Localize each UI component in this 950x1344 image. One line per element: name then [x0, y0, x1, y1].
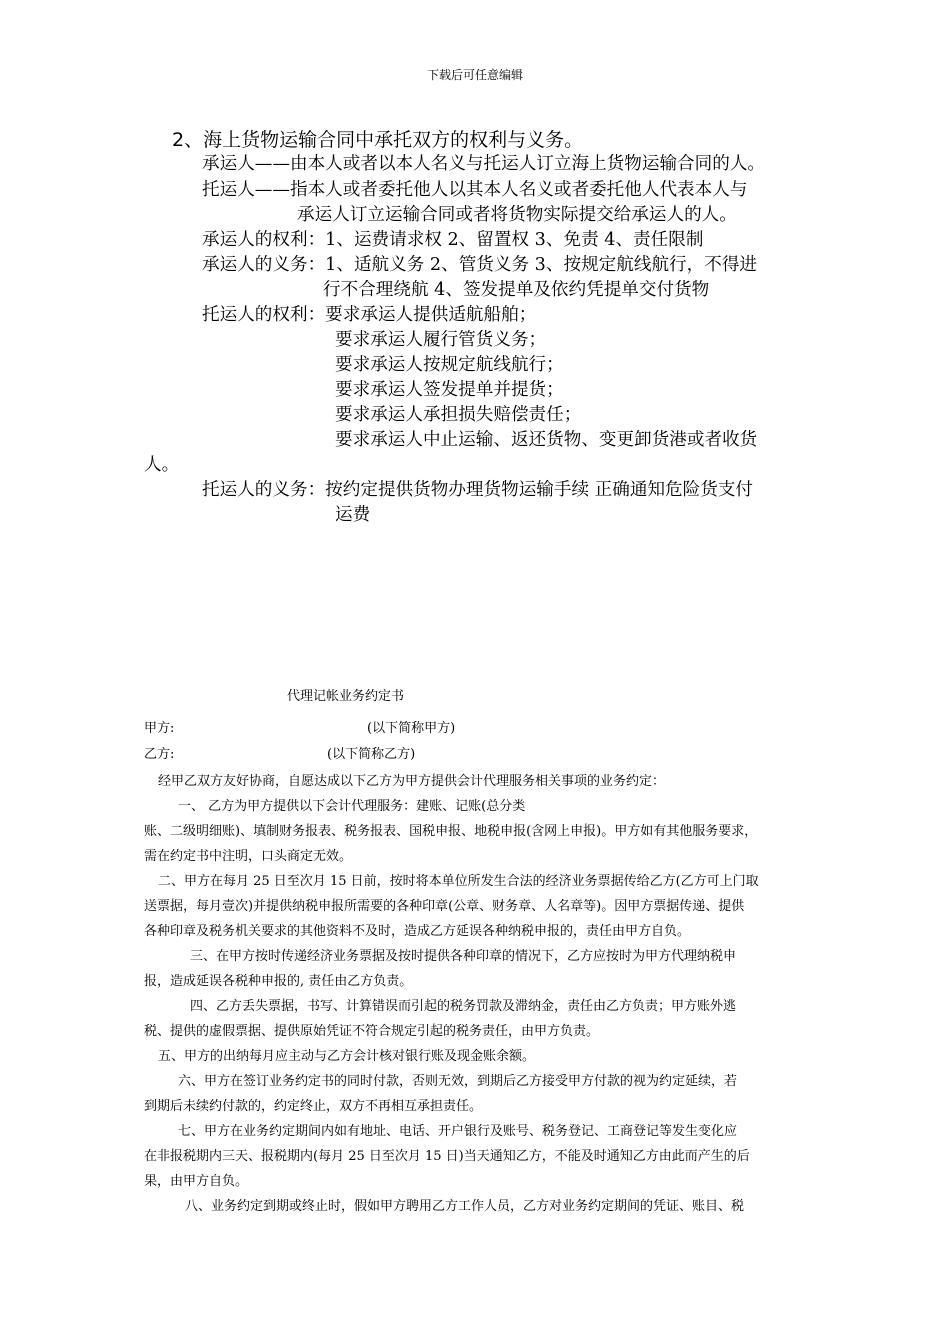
- agreement-line: 到期后未续约付款的，约定终止，双方不再相互承担责任。: [144, 1099, 483, 1114]
- agreement-line: 五、甲方的出纳每月应主动与乙方会计核对银行账及现金账余额。: [158, 1049, 536, 1064]
- carrier-term: 承运人: [202, 154, 255, 174]
- agreement-line: 在非报税期内三天、报税期内(每月 25 日至次月 15 日)当天通知乙方，不能及时通知乙方由此而产生的后: [144, 1149, 750, 1164]
- carrier-definition: [202, 150, 765, 175]
- shipper-rights-item: ：要求承运人提供适航船舶；: [307, 305, 537, 325]
- agreement-line: 二、甲方在每月 25 日至次月 15 日前，按时将本单位所发生合法的经济业务票据传给乙方(乙方可上门取: [158, 874, 759, 889]
- shipper-rights-item: 要求承运人中止运输、返还货物、变更卸货港或者收货: [335, 430, 758, 450]
- agreement-line: 报，造成延误各税种申报的, 责任由乙方负责。: [144, 974, 413, 989]
- carrier-duties: [202, 251, 757, 276]
- agreement-line: 果，由甲方自负。: [144, 1174, 249, 1189]
- carrier-rights-term: 承运人的权利: [202, 230, 308, 250]
- agreement-line: 七、甲方在业务约定期间内如有地址、电话、开户银行及账号、税务登记、工商登记等发生变化应: [178, 1124, 738, 1139]
- agreement-line: 需在约定书中注明，口头商定无效。: [144, 849, 353, 864]
- party-a-note: (以下简称甲方): [367, 721, 456, 736]
- shipper-rights-wrap: 人。: [144, 455, 180, 475]
- page-header: 下载后可任意编辑: [426, 68, 523, 82]
- party-b-note: (以下简称乙方): [327, 747, 416, 762]
- carrier-def-text: ——由本人或者以本人名义与托运人订立海上货物运输合同的人。: [254, 154, 766, 174]
- agreement-title: 代理记帐业务约定书: [287, 689, 405, 704]
- agreement-line: 三、在甲方按时传递经济业务票据及按时提供各种印章的情况下，乙方应按时为甲方代理纳税申: [190, 949, 737, 964]
- shipper-rights-term: 托运人的权利: [202, 305, 308, 325]
- agreement-line: 送票据，每月壹次)并提供纳税申报所需要的各种印章(公章、财务章、人名章等)。因甲方票据传递、提供: [144, 899, 745, 914]
- shipper-duties: [202, 476, 753, 501]
- shipper-term: 托运人: [202, 180, 255, 200]
- agreement-line: 经甲乙双方友好协商，自愿达成以下乙方为甲方提供会计代理服务相关事项的业务约定：: [158, 774, 666, 789]
- agreement-line: 一、 乙方为甲方提供以下会计代理服务：建账、记账(总分类: [178, 799, 526, 814]
- agreement-line: 账、二级明细账)、填制财务报表、税务报表、国税申报、地税申报(含网上申报)。甲方如有其他服务要求，: [144, 824, 758, 839]
- shipper-definition: [202, 176, 747, 201]
- shipper-def-text: ——指本人或者委托他人以其本人名义或者委托他人代表本人与: [254, 180, 748, 200]
- shipper-rights-item: 要求承运人签发提单并提货；: [335, 380, 564, 400]
- party-a-label: 甲方:: [144, 721, 175, 736]
- shipper-rights: [202, 301, 536, 326]
- agreement-line: 各种印章及税务机关要求的其他资料不及时，造成乙方延误各种纳税申报的，责任由甲方自负。: [144, 924, 691, 939]
- section-heading: 2、海上货物运输合同中承托双方的权利与义务。: [172, 129, 584, 151]
- shipper-duties-term: 托运人的义务: [202, 480, 308, 500]
- agreement-line: 税、提供的虚假票据、提供原始凭证不符合规定引起的税务责任，由甲方负责。: [144, 1024, 600, 1039]
- agreement-line: 六、甲方在签订业务约定书的同时付款，否则无效，到期后乙方接受甲方付款的视为约定延续，若: [178, 1074, 738, 1089]
- party-b-label: 乙方:: [144, 747, 175, 762]
- carrier-rights: [202, 226, 703, 251]
- shipper-duties-cont: 运费: [335, 505, 371, 525]
- carrier-duties-term: 承运人的义务: [202, 255, 308, 275]
- shipper-def-cont: 承运人订立运输合同或者将货物实际提交给承运人的人。: [297, 205, 737, 225]
- agreement-line: 八、业务约定到期或终止时，假如甲方聘用乙方工作人员，乙方对业务约定期间的凭证、账目、税: [185, 1199, 745, 1214]
- carrier-duties-cont: 行不合理绕航 4、签发提单及依约凭提单交付货物: [323, 280, 710, 300]
- shipper-rights-item: 要求承运人按规定航线航行；: [335, 355, 564, 375]
- shipper-duties-text: ：按约定提供货物办理货物运输手续 正确通知危险货支付: [307, 480, 754, 500]
- shipper-rights-item: 要求承运人履行管货义务；: [335, 330, 547, 350]
- carrier-duties-text: ：1、适航义务 2、管货义务 3、按规定航线航行，不得进: [307, 255, 758, 275]
- shipper-rights-item: 要求承运人承担损失赔偿责任；: [335, 405, 582, 425]
- carrier-rights-text: ：1、运费请求权 2、留置权 3、免责 4、责任限制: [307, 230, 704, 250]
- agreement-line: 四、乙方丢失票据，书写、计算错误而引起的税务罚款及滞纳金，责任由乙方负责；甲方账外逃: [190, 999, 737, 1014]
